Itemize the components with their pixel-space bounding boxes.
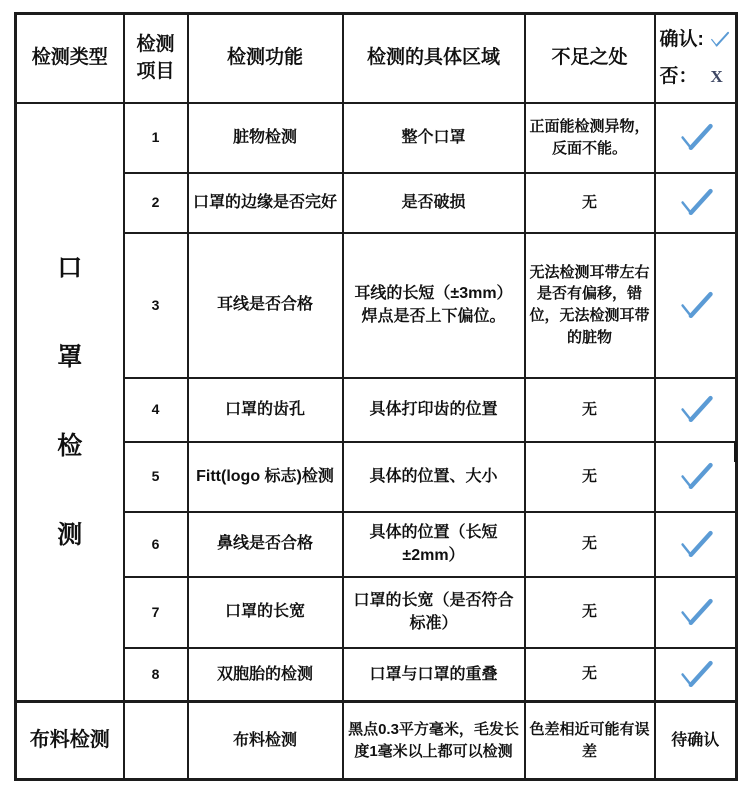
row-status — [655, 577, 737, 648]
row-function: 双胞胎的检测 — [188, 648, 343, 702]
vertical-label-char: 口 — [57, 253, 83, 282]
row-status: 待确认 — [655, 702, 737, 780]
row-function: 口罩的齿孔 — [188, 378, 343, 442]
check-icon — [676, 530, 714, 559]
header-item: 检测项目 — [124, 14, 188, 103]
row-function: 口罩的边缘是否完好 — [188, 173, 343, 233]
row-deficiency: 无 — [525, 648, 655, 702]
table-row — [16, 648, 737, 702]
vertical-label-char: 罩 — [57, 342, 83, 371]
confirm-yes-label: 确认: — [659, 28, 704, 50]
row-number: 6 — [124, 512, 188, 577]
row-area: 口罩与口罩的重叠 — [343, 648, 525, 702]
row-area: 黑点0.3平方毫米，毛发长度1毫米以上都可以检测 — [343, 702, 525, 780]
table-row — [16, 442, 737, 512]
row-status — [655, 378, 737, 442]
row-status — [655, 233, 737, 378]
check-icon — [676, 188, 714, 217]
row-area: 具体打印齿的位置 — [343, 378, 525, 442]
row-number — [124, 702, 188, 780]
header-deficiency: 不足之处 — [525, 14, 655, 103]
table-row — [16, 233, 737, 378]
table-row — [16, 103, 737, 173]
mask-group-label — [16, 103, 124, 702]
table-row — [16, 173, 737, 233]
row-number: 8 — [124, 648, 188, 702]
row-deficiency: 无 — [525, 378, 655, 442]
row-number: 7 — [124, 577, 188, 648]
row-status — [655, 442, 737, 512]
row-number: 3 — [124, 233, 188, 378]
table-row — [16, 378, 737, 442]
row-deficiency: 无法检测耳带左右是否有偏移，错位，无法检测耳带的脏物 — [525, 233, 655, 378]
row-deficiency: 无 — [525, 512, 655, 577]
row-deficiency: 无 — [525, 173, 655, 233]
x-mark: X — [710, 66, 723, 86]
vertical-label — [21, 253, 119, 549]
row-function: 鼻线是否合格 — [188, 512, 343, 577]
check-icon — [676, 598, 714, 627]
vertical-label-char: 测 — [57, 520, 83, 549]
confirm-no-label: 否： — [659, 66, 698, 88]
check-icon — [676, 395, 714, 424]
row-deficiency: 色差相近可能有误差 — [525, 702, 655, 780]
row-area: 具体的位置（长短±2mm） — [343, 512, 525, 577]
header-type: 检测类型 — [16, 14, 124, 103]
row-area: 具体的位置、大小 — [343, 442, 525, 512]
row-status — [655, 648, 737, 702]
row-area: 口罩的长宽（是否符合标准） — [343, 577, 525, 648]
row-deficiency: 正面能检测异物，反面不能。 — [525, 103, 655, 173]
check-icon — [676, 123, 714, 152]
row-deficiency: 无 — [525, 577, 655, 648]
row-number: 1 — [124, 103, 188, 173]
row-function: 耳线是否合格 — [188, 233, 343, 378]
row-deficiency: 无 — [525, 442, 655, 512]
text-cursor — [734, 441, 737, 462]
vertical-label-char: 检 — [57, 431, 83, 460]
table-row — [16, 577, 737, 648]
row-number: 4 — [124, 378, 188, 442]
inspection-table — [14, 12, 738, 781]
row-function: Fitt(logo 标志)检测 — [188, 442, 343, 512]
row-area: 耳线的长短（±3mm）焊点是否上下偏位。 — [343, 233, 525, 378]
table-row — [16, 512, 737, 577]
check-icon — [676, 462, 714, 491]
confirm-yes-line — [660, 26, 732, 54]
row-number: 5 — [124, 442, 188, 512]
check-icon — [676, 660, 714, 689]
confirm-no-line — [660, 63, 732, 91]
header-row — [16, 14, 737, 103]
row-area: 是否破损 — [343, 173, 525, 233]
check-icon — [676, 291, 714, 320]
fabric-row — [16, 702, 737, 780]
row-area: 整个口罩 — [343, 103, 525, 173]
row-status — [655, 512, 737, 577]
row-status — [655, 173, 737, 233]
row-function: 口罩的长宽 — [188, 577, 343, 648]
row-status — [655, 103, 737, 173]
header-confirm — [655, 14, 737, 103]
check-icon — [708, 31, 730, 48]
header-area: 检测的具体区域 — [343, 14, 525, 103]
row-number: 2 — [124, 173, 188, 233]
header-function: 检测功能 — [188, 14, 343, 103]
row-function: 脏物检测 — [188, 103, 343, 173]
fabric-group-label: 布料检测 — [16, 702, 124, 780]
row-function: 布料检测 — [188, 702, 343, 780]
